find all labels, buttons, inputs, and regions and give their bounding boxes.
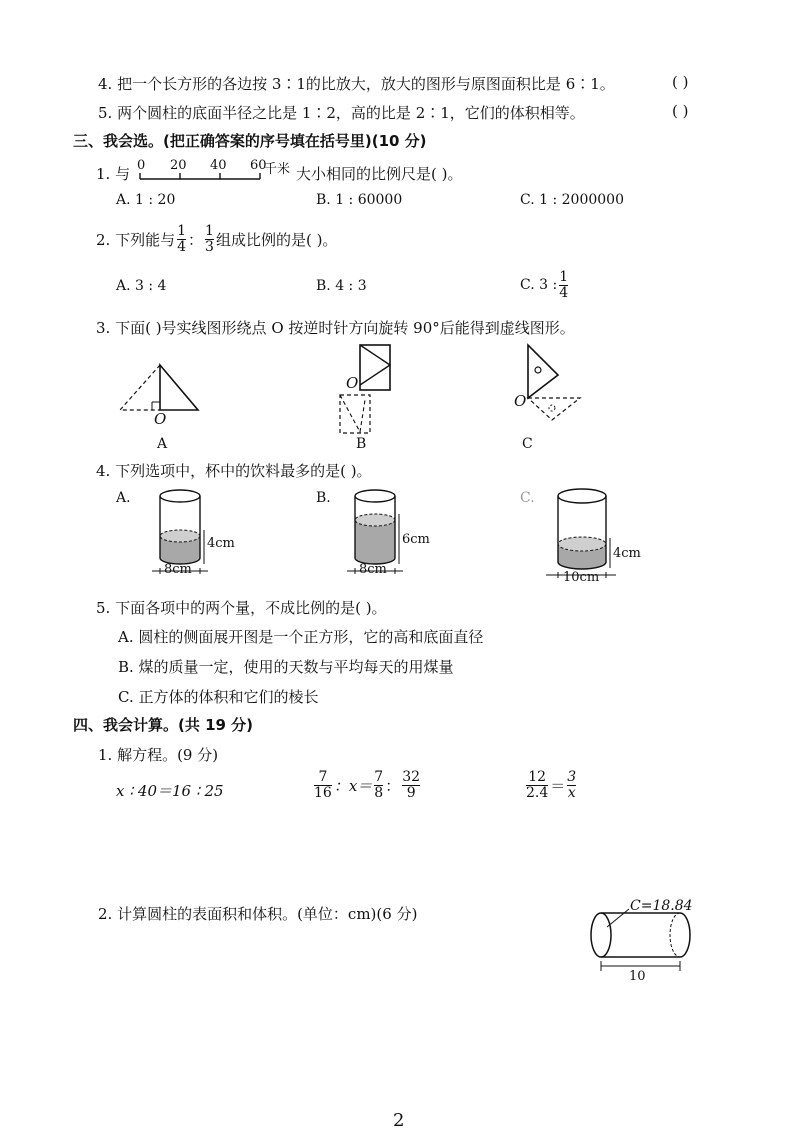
judge-q5-answer-paren[interactable]: ( ): [672, 102, 689, 120]
s3-q1-suffix: 大小相同的比例尺是( )。: [296, 165, 463, 183]
fraction-numerator: 32: [402, 769, 421, 785]
figure-b-point-o: O: [346, 374, 359, 392]
fraction-denominator: 9: [406, 784, 416, 801]
eq3-fraction-2: [567, 770, 576, 800]
fraction-numerator: 12: [528, 769, 547, 785]
section3-title: 三、我会选。(把正确答案的序号填在括号里)(10 分): [73, 132, 427, 150]
scale-unit: 千米: [264, 162, 291, 177]
eq2-fraction-2: [374, 770, 383, 800]
figure-b: [325, 340, 405, 440]
cup-a-diameter: 8cm: [164, 562, 192, 577]
fraction-denominator: 4: [559, 284, 569, 301]
option-c-label: C. 3 :: [520, 277, 558, 294]
s3-q2-fraction-2: [205, 224, 214, 254]
s3-q3-text: 3. 下面( )号实线图形绕点 O 按逆时针方向旋转 90°后能得到虚线图形。: [96, 319, 575, 337]
fraction-numerator: 1: [559, 269, 569, 285]
fraction-numerator: 7: [374, 769, 384, 785]
scale-tick-0: 0: [137, 158, 146, 173]
cup-b-diameter: 8cm: [359, 562, 387, 577]
s3-q1-option-c[interactable]: C. 1 : 2000000: [520, 192, 624, 208]
cup-c-label[interactable]: C.: [520, 490, 535, 506]
s3-q2-fraction-1: [177, 224, 186, 254]
cup-c-diameter: 10cm: [563, 570, 600, 585]
fraction-numerator: 1: [177, 223, 187, 239]
figure-c-point-o: O: [514, 392, 527, 410]
figure-c-label: C: [522, 436, 533, 452]
eq2-mid-1: ：x＝: [333, 776, 373, 795]
cup-b-height: 6cm: [402, 532, 430, 547]
fraction-denominator: 2.4: [526, 784, 549, 801]
s3-q2-optc-fraction: [559, 270, 568, 300]
s3-q2-stem: [96, 224, 337, 254]
s3-q5-text: 5. 下面各项中的两个量，不成比例的是( )。: [96, 599, 387, 617]
eq3-mid: ＝: [550, 776, 566, 795]
s3-q1-prefix: 1. 与: [96, 165, 131, 183]
s3-q5-option-b[interactable]: B. 煤的质量一定，使用的天数与平均每天的用煤量: [118, 658, 454, 676]
s4-q2-title: 2. 计算圆柱的表面积和体积。(单位：cm)(6 分): [98, 905, 418, 923]
s3-q1-option-a[interactable]: A. 1 : 20: [116, 192, 176, 208]
figure-b-label: B: [356, 436, 367, 452]
s3-q2-suffix: 组成比例的是( )。: [215, 230, 338, 249]
cylinder-circumference-label: C=18.84: [630, 898, 693, 914]
s3-q2-prefix: 2. 下列能与: [96, 230, 176, 249]
s4-q1-title: 1. 解方程。(9 分): [98, 746, 219, 764]
equation-3: [524, 770, 578, 800]
scale-tick-60: 60: [250, 158, 267, 173]
eq2-fraction-3: [402, 770, 420, 800]
s3-q2-option-c[interactable]: [520, 270, 570, 300]
eq2-mid-2: ：: [385, 776, 401, 795]
scale-tick-40: 40: [210, 158, 227, 173]
figure-c: [500, 340, 600, 430]
judge-q4-text: 4. 把一个长方形的各边按 3∶1的比放大，放大的图形与原图面积比是 6∶1。: [98, 75, 615, 93]
fraction-denominator: 16: [314, 784, 332, 801]
s3-q2-colon: ：: [188, 230, 204, 249]
fraction-denominator: 3: [205, 238, 214, 255]
s3-q5-option-a[interactable]: A. 圆柱的侧面展开图是一个正方形，它的高和底面直径: [118, 628, 484, 646]
fraction-numerator: 1: [205, 223, 214, 239]
fraction-numerator: 3: [567, 769, 577, 785]
cup-a-label[interactable]: A.: [116, 490, 131, 506]
page-number: 2: [393, 1110, 405, 1131]
s3-q2-option-b[interactable]: B. 4 : 3: [316, 278, 367, 294]
judge-q5-text: 5. 两个圆柱的底面半径之比是 1∶2，高的比是 2∶1，它们的体积相等。: [98, 104, 585, 122]
cylinder-length-label: 10: [629, 969, 646, 984]
s3-q4-text: 4. 下列选项中，杯中的饮料最多的是( )。: [96, 462, 372, 480]
cup-b-label[interactable]: B.: [316, 490, 331, 506]
equation-2: [312, 770, 422, 800]
s3-q2-option-a[interactable]: A. 3 : 4: [116, 278, 167, 294]
scale-tick-20: 20: [170, 158, 187, 173]
s3-q5-option-c[interactable]: C. 正方体的体积和它们的棱长: [118, 688, 319, 706]
judge-q4-answer-paren[interactable]: ( ): [672, 73, 689, 91]
cup-c-height: 4cm: [613, 546, 641, 561]
cup-a-height: 4cm: [207, 536, 235, 551]
eq2-fraction-1: [314, 770, 332, 800]
equation-1: x ∶ 40＝16 ∶ 25: [116, 782, 224, 800]
s3-q1-option-b[interactable]: B. 1 : 60000: [316, 192, 403, 208]
scale-bar-lines: [138, 172, 262, 182]
fraction-denominator: x: [567, 784, 576, 801]
fraction-numerator: 7: [318, 769, 328, 785]
figure-a-point-o: O: [154, 410, 167, 428]
figure-a-label: A: [157, 436, 168, 452]
fraction-denominator: 8: [374, 784, 384, 801]
fraction-denominator: 4: [177, 238, 187, 255]
eq3-fraction-1: [526, 770, 548, 800]
section4-title: 四、我会计算。(共 19 分): [73, 716, 254, 734]
